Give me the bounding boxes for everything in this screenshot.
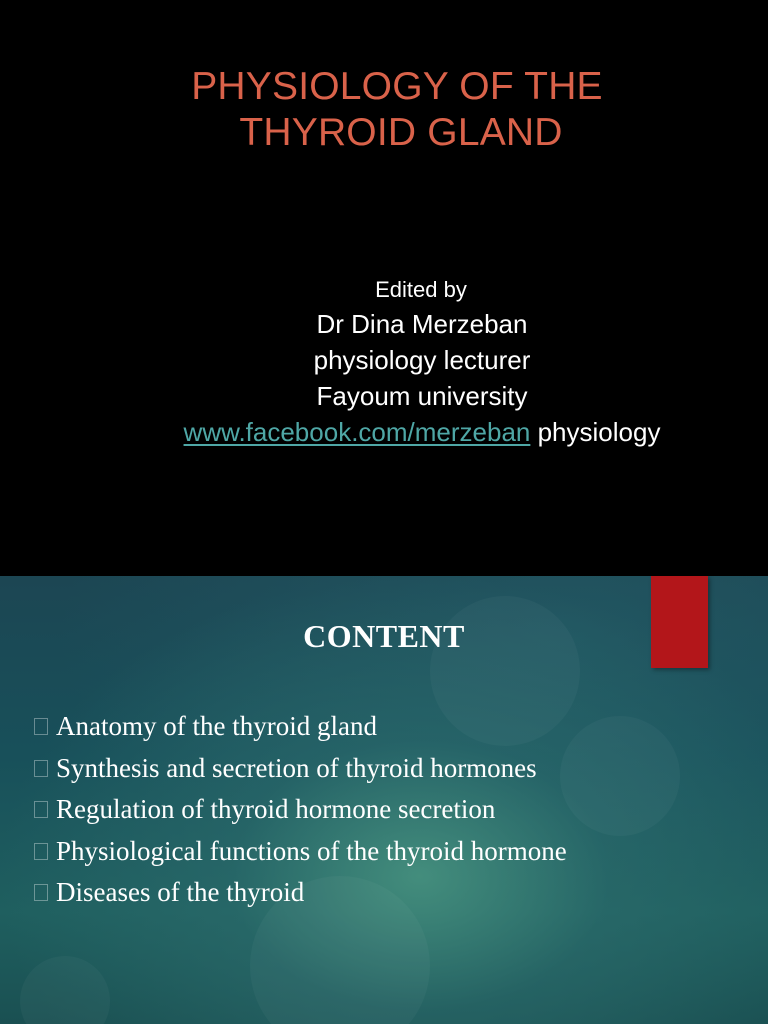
content-heading: CONTENT <box>303 618 465 654</box>
content-slide <box>0 576 768 1024</box>
bullet-icon <box>34 718 48 735</box>
title-line-1: PHYSIOLOGY OF THE <box>191 65 603 108</box>
list-item-text: Synthesis and secretion of thyroid hormones <box>56 752 537 783</box>
facebook-link-suffix: physiology <box>530 417 661 447</box>
edited-by-label: Edited by <box>375 277 467 302</box>
list-item-text: Physiological functions of the thyroid hormone <box>56 835 567 866</box>
author-affiliation: Fayoum university <box>316 381 528 411</box>
bullet-icon <box>34 884 48 901</box>
background-bokeh <box>20 956 110 1024</box>
list-item <box>34 706 754 748</box>
slide-title <box>130 64 664 156</box>
list-item <box>34 748 754 790</box>
list-item <box>34 789 754 831</box>
bullet-icon <box>34 843 48 860</box>
author-name: Dr Dina Merzeban <box>316 309 528 339</box>
list-item <box>34 872 754 914</box>
bullet-icon <box>34 801 48 818</box>
facebook-line <box>0 414 768 450</box>
title-line-2: THYROID GLAND <box>239 111 563 154</box>
list-item-text: Diseases of the thyroid <box>56 877 305 907</box>
list-item-text: Anatomy of the thyroid gland <box>56 711 377 741</box>
content-list <box>34 706 754 914</box>
author-role: physiology lecturer <box>313 345 531 375</box>
bullet-icon <box>34 760 48 777</box>
facebook-link[interactable]: www.facebook.com/merzeban <box>183 417 531 447</box>
list-item <box>34 831 754 873</box>
author-info <box>0 276 768 450</box>
list-item-text: Regulation of thyroid hormone secretion <box>56 794 496 824</box>
